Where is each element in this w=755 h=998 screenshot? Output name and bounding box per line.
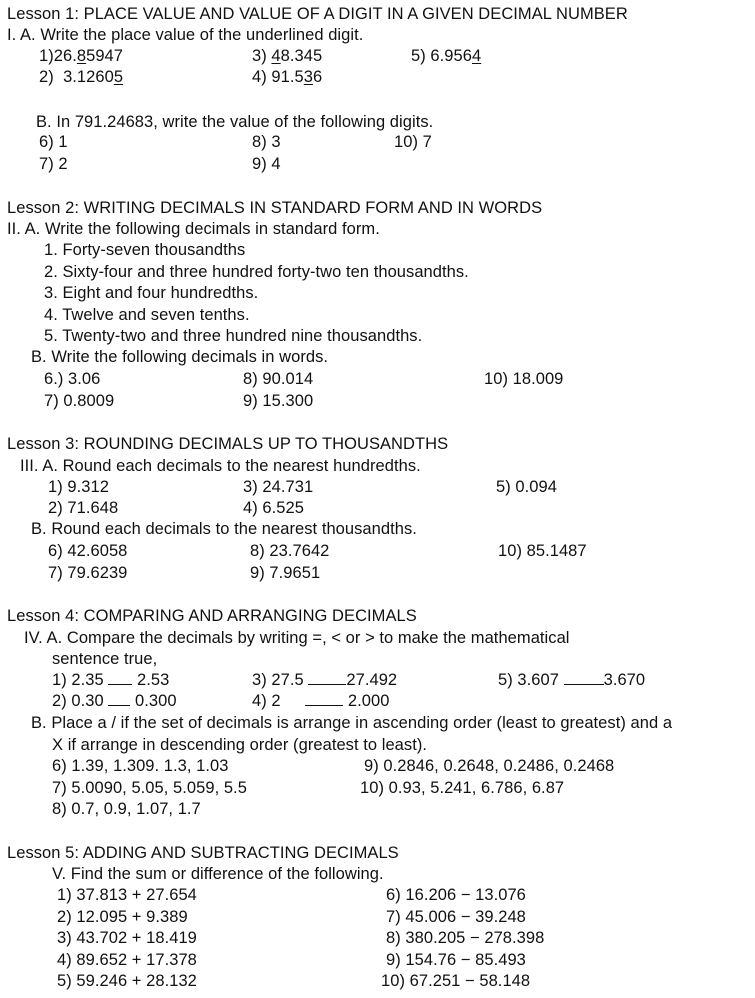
lesson4-b-instruction: B. Place a / if the set of decimals is arrange in ascending order (least to greatest) and a	[31, 714, 673, 732]
underlined-digit: 4	[471, 47, 482, 65]
lesson2-b-item: 8) 90.014	[243, 370, 314, 388]
lesson3-b-item: 9) 7.9651	[250, 564, 321, 582]
lesson1-a-instruction: I. A. Write the place value of the underlined digit.	[7, 26, 364, 44]
lesson5-item: 2) 12.095 + 9.389	[57, 908, 188, 926]
lesson5-item: 8) 380.205 − 278.398	[386, 929, 545, 947]
lesson1-b-item: 6) 1	[39, 133, 68, 151]
lesson5-item: 1) 37.813 + 27.654	[57, 886, 197, 904]
lesson5-item: 9) 154.76 − 85.493	[386, 951, 526, 969]
lesson3-a-item: 3) 24.731	[243, 478, 314, 496]
lesson3-b-instruction: B. Round each decimals to the nearest thousandths.	[31, 520, 417, 538]
lesson3-b-item: 6) 42.6058	[48, 542, 128, 560]
lesson3-a-item: 1) 9.312	[48, 478, 109, 496]
lesson3-b-item: 7) 79.6239	[48, 564, 128, 582]
lesson3-b-item: 8) 23.7642	[250, 542, 330, 560]
lesson2-b-item: 10) 18.009	[484, 370, 564, 388]
answer-blank[interactable]	[308, 670, 346, 685]
lesson5-item: 6) 16.206 − 13.076	[386, 886, 526, 904]
lesson2-b-item: 9) 15.300	[243, 392, 314, 410]
lesson3-a-instruction: III. A. Round each decimals to the nearest hundredths.	[20, 457, 421, 475]
lesson2-a-item: 4. Twelve and seven tenths.	[44, 306, 250, 324]
lesson5-item: 7) 45.006 − 39.248	[386, 908, 526, 926]
lesson2-title: Lesson 2: WRITING DECIMALS IN STANDARD FORM AND IN WORDS	[7, 199, 543, 217]
underlined-digit: 8	[76, 47, 87, 65]
lesson3-a-item: 4) 6.525	[243, 499, 304, 517]
lesson3-a-item: 2) 71.648	[48, 499, 119, 517]
underlined-digit: 3	[303, 68, 313, 86]
lesson5-item: 4) 89.652 + 17.378	[57, 951, 197, 969]
lesson2-b-item: 6.) 3.06	[44, 370, 101, 388]
answer-blank[interactable]	[108, 691, 130, 706]
lesson4-b-item: 8) 0.7, 0.9, 1.07, 1.7	[52, 800, 201, 818]
lesson4-b-item: 9) 0.2846, 0.2648, 0.2486, 0.2468	[364, 757, 615, 775]
lesson1-b-item: 9) 4	[252, 155, 281, 173]
lesson1-b-item: 8) 3	[252, 133, 281, 151]
answer-blank[interactable]	[305, 691, 343, 706]
underlined-digit: 5	[113, 68, 124, 86]
lesson2-b-instruction: B. Write the following decimals in words.	[31, 348, 329, 366]
lesson4-title: Lesson 4: COMPARING AND ARRANGING DECIMALS	[7, 607, 417, 625]
lesson4-a-instruction-cont: sentence true,	[52, 650, 158, 668]
lesson2-a-item: 5. Twenty-two and three hundred nine thousandths.	[44, 327, 423, 345]
lesson4-b-instruction-cont: X if arrange in descending order (greatest to least).	[52, 736, 428, 754]
lesson4-b-item: 6) 1.39, 1.309. 1.3, 1.03	[52, 757, 229, 775]
lesson1-title: Lesson 1: PLACE VALUE AND VALUE OF A DIGIT IN A GIVEN DECIMAL NUMBER	[7, 5, 628, 23]
lesson1-b-item: 7) 2	[39, 155, 68, 173]
lesson4-b-item: 7) 5.0090, 5.05, 5.059, 5.5	[52, 779, 247, 797]
answer-blank[interactable]	[108, 670, 132, 685]
lesson3-a-item: 5) 0.094	[496, 478, 557, 496]
lesson4-a-instruction: IV. A. Compare the decimals by writing =, < or > to make the mathematical	[24, 629, 570, 647]
lesson2-b-item: 7) 0.8009	[44, 392, 115, 410]
underlined-digit: 4	[271, 47, 281, 65]
lesson1-a-item-3: 3) 48.345	[252, 47, 323, 65]
lesson3-b-item: 10) 85.1487	[498, 542, 587, 560]
lesson4-b-item: 10) 0.93, 5.241, 6.786, 6.87	[360, 779, 565, 797]
lesson4-a-item-2: 2) 0.30 0.300	[52, 692, 177, 710]
lesson4-a-item-1: 1) 2.35 2.53	[52, 671, 170, 689]
lesson4-a-item-3: 3) 27.5 27.492	[252, 671, 398, 689]
lesson2-a-item: 2. Sixty-four and three hundred forty-two ten thousandths.	[44, 263, 469, 281]
lesson1-b-instruction: B. In 791.24683, write the value of the following digits.	[36, 113, 434, 131]
lesson2-a-item: 3. Eight and four hundredths.	[44, 284, 259, 302]
lesson1-a-item-4: 4) 91.536	[252, 68, 323, 86]
lesson1-b-item: 10) 7	[394, 133, 432, 151]
lesson1-a-item-5: 5) 6.9564	[411, 47, 482, 65]
lesson5-instruction: V. Find the sum or difference of the following.	[52, 865, 384, 883]
lesson4-a-item-5: 5) 3.607 3.670	[498, 671, 646, 689]
lesson5-item: 3) 43.702 + 18.419	[57, 929, 197, 947]
lesson5-item: 5) 59.246 + 28.132	[57, 972, 197, 990]
lesson5-title: Lesson 5: ADDING AND SUBTRACTING DECIMALS	[7, 844, 399, 862]
lesson2-a-instruction: II. A. Write the following decimals in standard form.	[7, 220, 380, 238]
lesson4-a-item-4: 4) 2 2.000	[252, 692, 390, 710]
answer-blank[interactable]	[564, 670, 604, 685]
lesson5-item: 10) 67.251 − 58.148	[381, 972, 531, 990]
lesson3-title: Lesson 3: ROUNDING DECIMALS UP TO THOUSANDTHS	[7, 435, 449, 453]
lesson2-a-item: 1. Forty-seven thousandths	[44, 241, 246, 259]
lesson1-a-item-2: 2) 3.12605	[39, 68, 124, 86]
lesson1-a-item-1: 1)26.85947	[39, 47, 124, 65]
